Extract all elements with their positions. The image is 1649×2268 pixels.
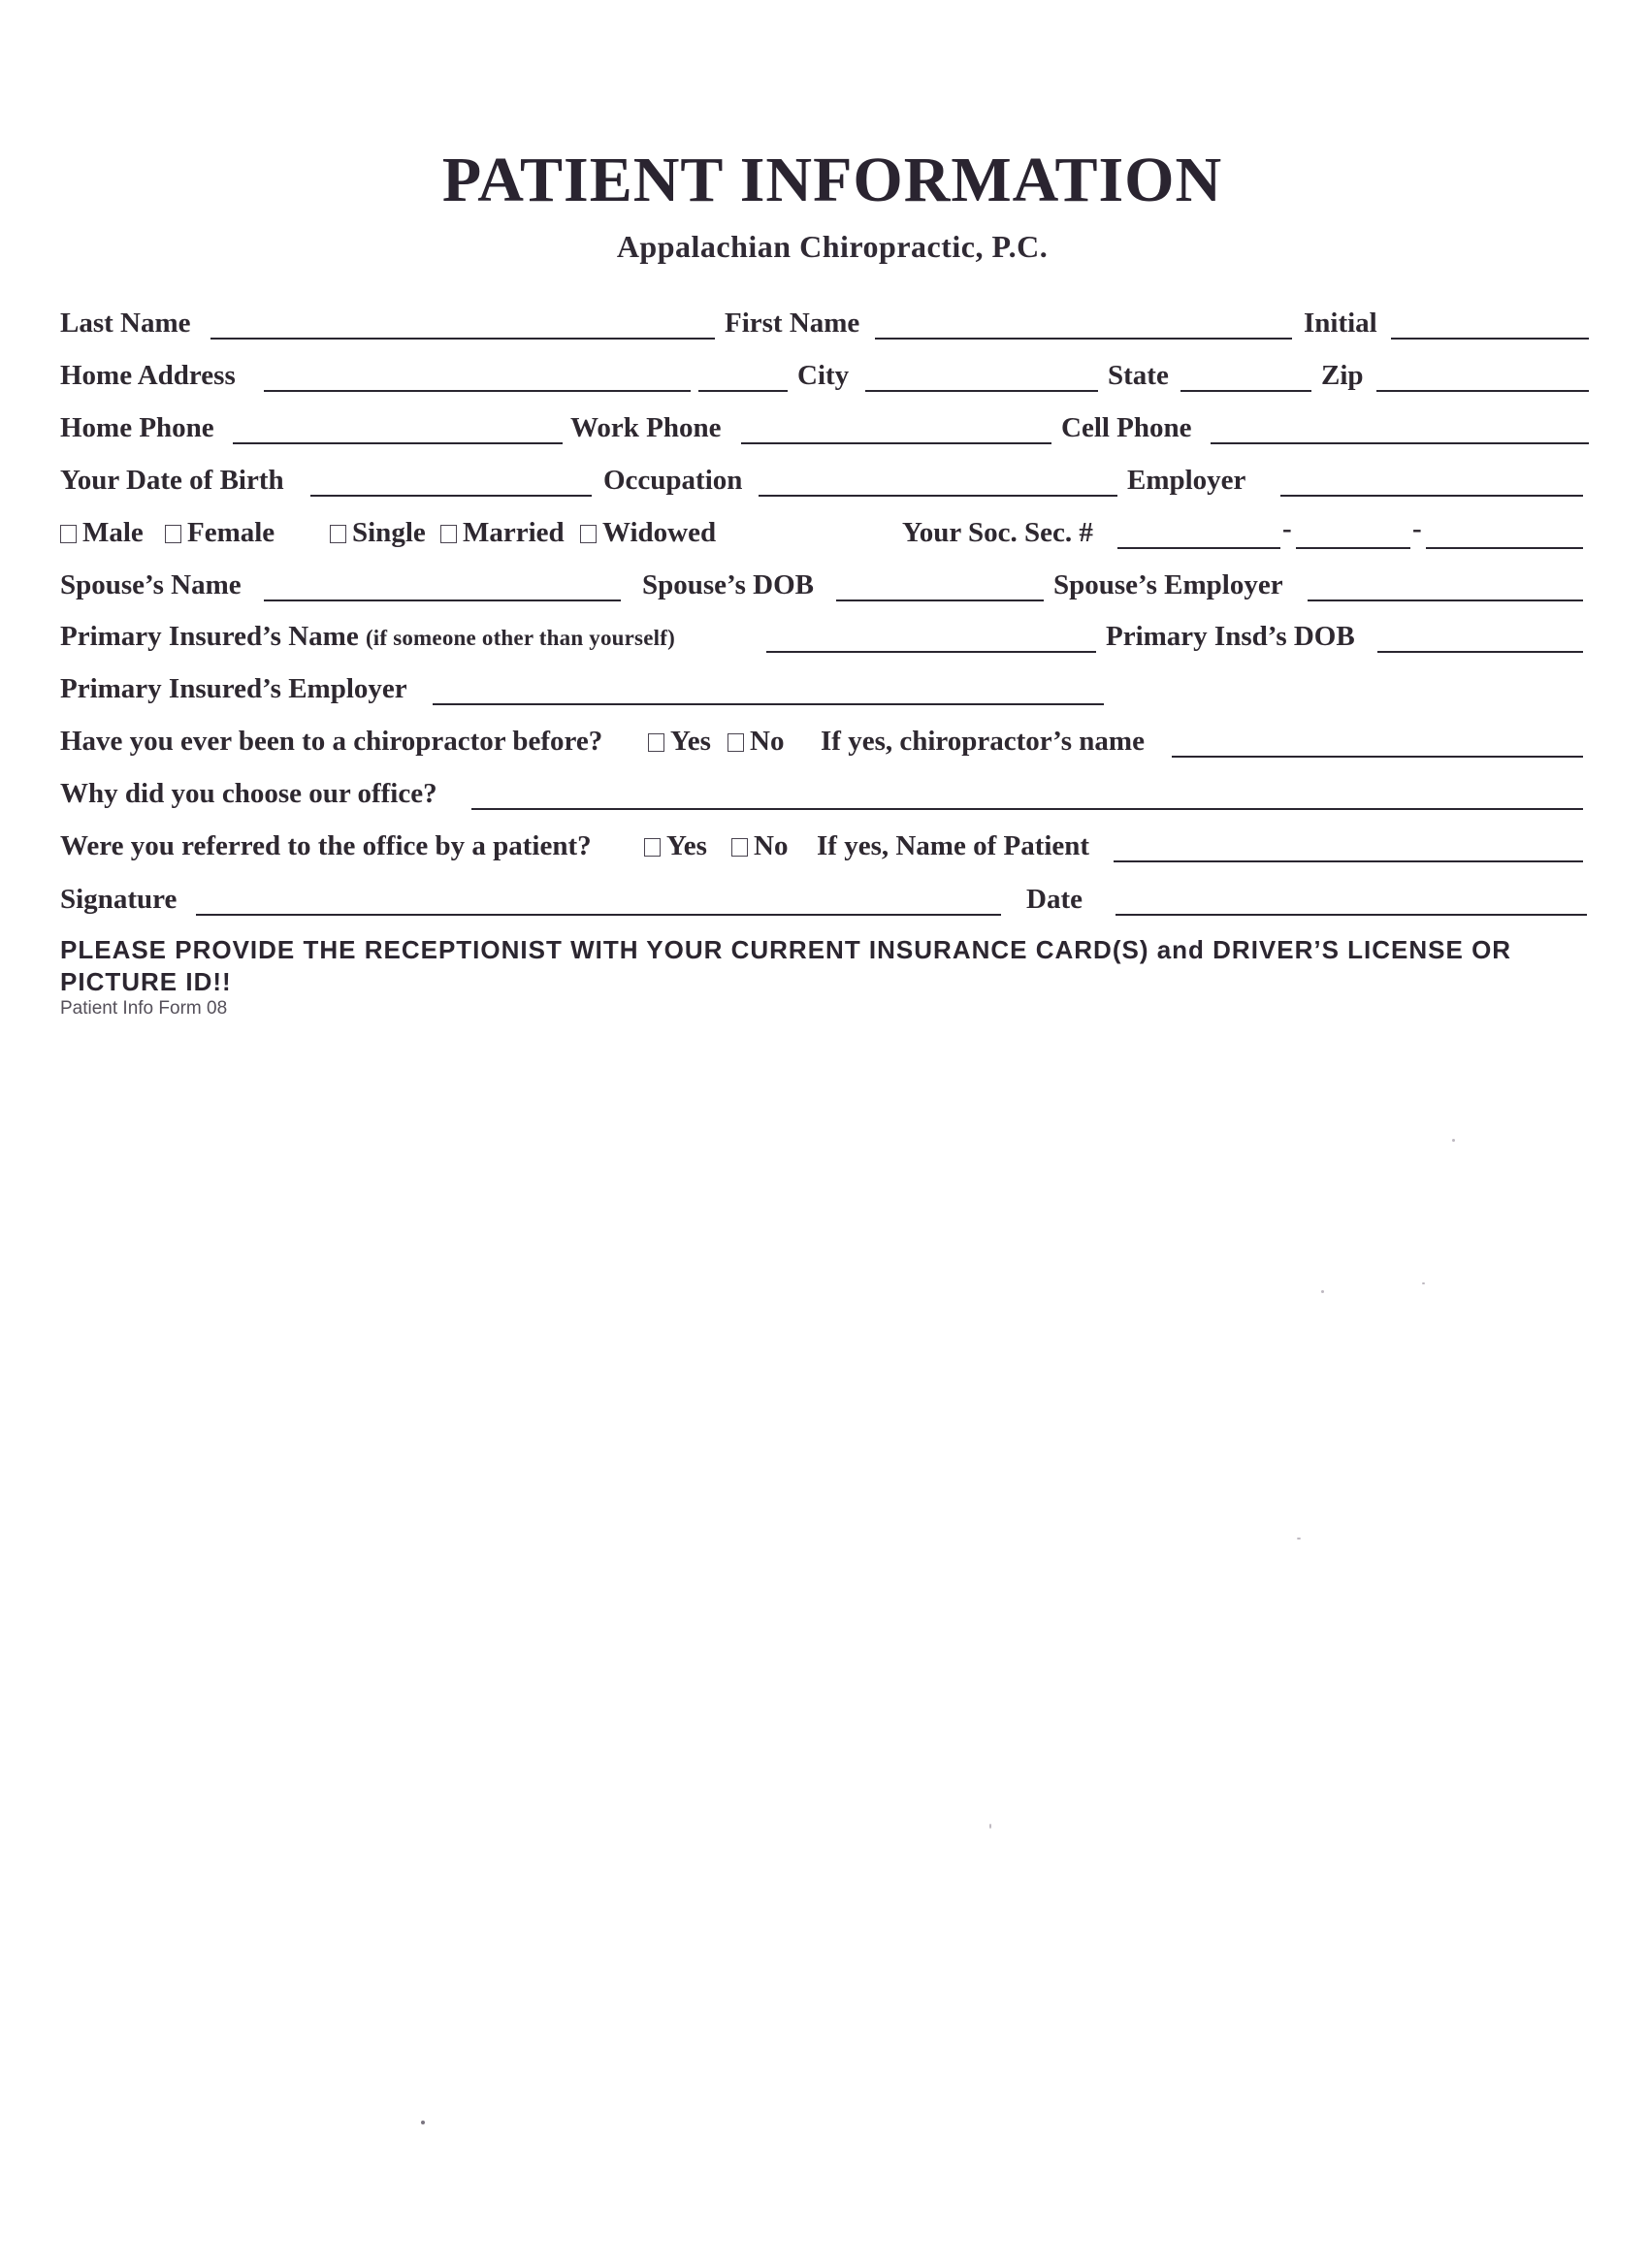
- primary-insured-dob-field[interactable]: [1377, 651, 1583, 653]
- date-label: Date: [1026, 884, 1083, 915]
- chiropractor-before-label: Have you ever been to a chiropractor before?: [60, 726, 603, 757]
- status-row: [60, 508, 1589, 549]
- date-of-birth-label: Your Date of Birth: [60, 465, 284, 496]
- home-address-field[interactable]: [264, 390, 691, 392]
- date-of-birth-field[interactable]: [310, 495, 592, 497]
- home-phone-label: Home Phone: [60, 412, 214, 443]
- widowed-label: Widowed: [602, 517, 717, 548]
- patient-name-label: If yes, Name of Patient: [817, 830, 1090, 861]
- spouse-employer-label: Spouse’s Employer: [1053, 569, 1283, 600]
- home-address-label: Home Address: [60, 360, 236, 391]
- state-field[interactable]: [1180, 390, 1311, 392]
- ssn-part-1-field[interactable]: [1117, 547, 1280, 549]
- date-field[interactable]: [1116, 914, 1587, 916]
- zip-field[interactable]: [1376, 390, 1589, 392]
- scan-speck: [1422, 1282, 1425, 1284]
- chiropractor-row: [60, 717, 1589, 758]
- ssn-separator-2: -: [1412, 513, 1422, 544]
- spouse-dob-label: Spouse’s DOB: [642, 569, 815, 600]
- signature-row: [60, 875, 1589, 916]
- spouse-row: [60, 561, 1589, 601]
- single-checkbox[interactable]: [330, 525, 346, 543]
- chiropractor-yes-checkbox[interactable]: [648, 733, 664, 752]
- married-checkbox[interactable]: [440, 525, 457, 543]
- why-office-field[interactable]: [471, 808, 1583, 810]
- ssn-part-2-field[interactable]: [1296, 547, 1410, 549]
- name-row: [60, 299, 1589, 340]
- primary-insured-name-field[interactable]: [766, 651, 1096, 653]
- scan-speck: [421, 2121, 425, 2124]
- referred-yes-checkbox[interactable]: [644, 838, 661, 857]
- form-id: Patient Info Form 08: [60, 998, 228, 1019]
- city-label: City: [797, 360, 850, 391]
- address-row: [60, 351, 1589, 392]
- chiropractor-name-label: If yes, chiropractor’s name: [821, 726, 1145, 757]
- scan-speck: [989, 1824, 991, 1829]
- zip-label: Zip: [1321, 360, 1364, 391]
- chiropractor-no-label: No: [750, 726, 785, 757]
- chiropractor-name-field[interactable]: [1172, 756, 1583, 758]
- scan-speck: [1452, 1139, 1455, 1142]
- referred-label: Were you referred to the office by a patient?: [60, 830, 592, 861]
- referred-no-checkbox[interactable]: [731, 838, 748, 857]
- why-office-label: Why did you choose our office?: [60, 778, 437, 809]
- referral-row: [60, 822, 1589, 862]
- cell-phone-label: Cell Phone: [1061, 412, 1192, 443]
- last-name-label: Last Name: [60, 308, 191, 339]
- why-office-row: [60, 769, 1589, 810]
- primary-insured-employer-row: [60, 664, 1589, 705]
- widowed-checkbox[interactable]: [580, 525, 597, 543]
- phone-row: [60, 404, 1589, 444]
- dob-row: [60, 456, 1589, 497]
- spouse-dob-field[interactable]: [836, 599, 1044, 601]
- spouse-name-field[interactable]: [264, 599, 621, 601]
- referred-no-label: No: [754, 830, 789, 861]
- scan-speck: [1321, 1290, 1324, 1293]
- work-phone-label: Work Phone: [570, 412, 722, 443]
- primary-insured-row: [60, 612, 1589, 653]
- home-phone-field[interactable]: [233, 442, 563, 444]
- primary-insured-dob-label: Primary Insd’s DOB: [1106, 621, 1355, 652]
- form-title: PATIENT INFORMATION: [441, 145, 1223, 215]
- female-checkbox[interactable]: [165, 525, 181, 543]
- initial-label: Initial: [1304, 308, 1377, 339]
- first-name-field[interactable]: [875, 338, 1292, 340]
- spouse-employer-field[interactable]: [1308, 599, 1583, 601]
- referred-yes-label: Yes: [666, 830, 707, 861]
- primary-insured-name-label: Primary Insured’s Name: [60, 621, 359, 652]
- married-label: Married: [463, 517, 565, 548]
- signature-field[interactable]: [196, 914, 1001, 916]
- last-name-field[interactable]: [210, 338, 715, 340]
- employer-label: Employer: [1127, 465, 1246, 496]
- soc-sec-label: Your Soc. Sec. #: [902, 517, 1093, 548]
- city-field[interactable]: [865, 390, 1098, 392]
- ssn-separator-1: -: [1282, 513, 1292, 544]
- signature-label: Signature: [60, 884, 178, 915]
- occupation-field[interactable]: [759, 495, 1117, 497]
- chiropractor-no-checkbox[interactable]: [728, 733, 744, 752]
- female-label: Female: [187, 517, 275, 548]
- male-label: Male: [82, 517, 144, 548]
- scan-speck: [1297, 1538, 1301, 1539]
- practice-name: Appalachian Chiropractic, P.C.: [616, 229, 1049, 264]
- single-label: Single: [352, 517, 426, 548]
- male-checkbox[interactable]: [60, 525, 77, 543]
- spouse-name-label: Spouse’s Name: [60, 569, 242, 600]
- occupation-label: Occupation: [603, 465, 743, 496]
- primary-insured-employer-field[interactable]: [433, 703, 1104, 705]
- primary-insured-note: (if someone other than yourself): [365, 626, 675, 650]
- work-phone-field[interactable]: [741, 442, 1051, 444]
- first-name-label: First Name: [725, 308, 860, 339]
- employer-field[interactable]: [1280, 495, 1583, 497]
- ssn-part-3-field[interactable]: [1426, 547, 1583, 549]
- primary-insured-employer-label: Primary Insured’s Employer: [60, 673, 407, 704]
- referring-patient-name-field[interactable]: [1114, 860, 1583, 862]
- state-label: State: [1108, 360, 1169, 391]
- initial-field[interactable]: [1391, 338, 1589, 340]
- cell-phone-field[interactable]: [1211, 442, 1589, 444]
- home-address-field-2[interactable]: [698, 390, 788, 392]
- id-card-notice: PLEASE PROVIDE THE RECEPTIONIST WITH YOUR CURRENT INSURANCE CARD(S) and DRIVER’S LICENSE OR PICTURE ID!!: [60, 935, 1512, 996]
- chiropractor-yes-label: Yes: [670, 726, 711, 757]
